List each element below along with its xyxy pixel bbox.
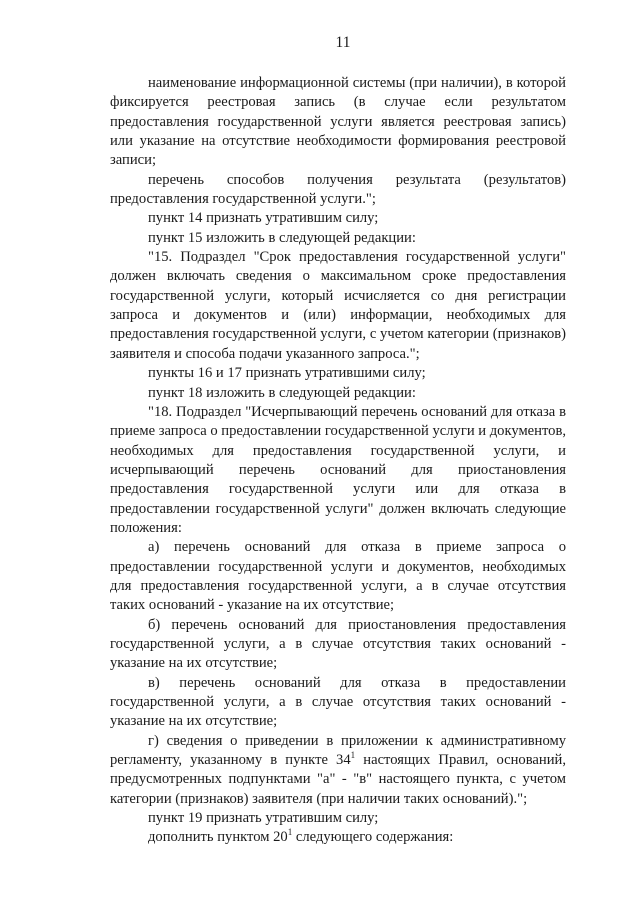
paragraph: пункт 14 признать утратившим силу;: [148, 210, 379, 227]
superscript: 1: [350, 750, 356, 761]
paragraph: наименование информационной системы (при наличии), в которой фиксируется реестровая запись (в случае если результатом предоставления государственной услуги является реестровая запись) или указание на отсутствие необходимости формирования реестровой записи;: [110, 75, 566, 169]
paragraph: перечень способов получения результата (результатов) предоставления государственной услуги.";: [110, 171, 566, 208]
paragraph-text: следующего содержания:: [295, 829, 454, 846]
page-number: 11: [335, 34, 351, 51]
paragraph: пункты 16 и 17 признать утратившими силу;: [148, 365, 426, 382]
document-body: [110, 74, 566, 848]
paragraph-text: дополнить пунктом 20: [148, 829, 288, 846]
paragraph: в) перечень оснований для отказа в предоставлении государственной услуги, а в случае отсутствия таких оснований - указание на их отсутствие;: [110, 674, 566, 730]
paragraph: пункт 15 изложить в следующей редакции:: [148, 229, 416, 246]
paragraph-text: г) сведения о приведении в приложении к административному регламенту, указанному в пункте 34: [110, 732, 566, 769]
paragraph: пункт 19 признать утратившим силу;: [148, 810, 379, 827]
paragraph-text: настоящих Правил, оснований, предусмотренных подпунктами "а" - "в" настоящего пункта, с учетом категории (признаков) заявителя (при наличии таких оснований).";: [110, 752, 566, 807]
paragraph: [110, 732, 566, 809]
paragraph: а) перечень оснований для отказа в приеме запроса о предоставлении государственной услуги и документов, необходимых для предоставления государственной услуги, а в случае отсутствия таких оснований - указание на их отсутствие;: [110, 539, 566, 614]
paragraph: "15. Подраздел "Срок предоставления государственной услуги" должен включать сведения о максимальном сроке предоставления государственной услуги, который исчисляется со дня регистрации запроса и документов и (или) информации, необходимых для предоставления государственной услуги, с учетом категории (признаков) заявителя и способа подачи указанного запроса.";: [110, 249, 566, 362]
superscript: 1: [287, 827, 293, 838]
paragraph: б) перечень оснований для приостановления предоставления государственной услуги, а в случае отсутствия таких оснований - указание на их отсутствие;: [110, 616, 566, 672]
paragraph: "18. Подраздел "Исчерпывающий перечень оснований для отказа в приеме запроса о предоставлении государственной услуги и документов, необходимых для предоставления государственной услуги, и исчерпывающий перечень оснований для приостановления предоставления государственной услуги или для отказа в предоставлении государственной услуги" должен включать следующие положения:: [110, 403, 566, 536]
paragraph: [110, 828, 566, 847]
paragraph: пункт 18 изложить в следующей редакции:: [148, 384, 416, 401]
